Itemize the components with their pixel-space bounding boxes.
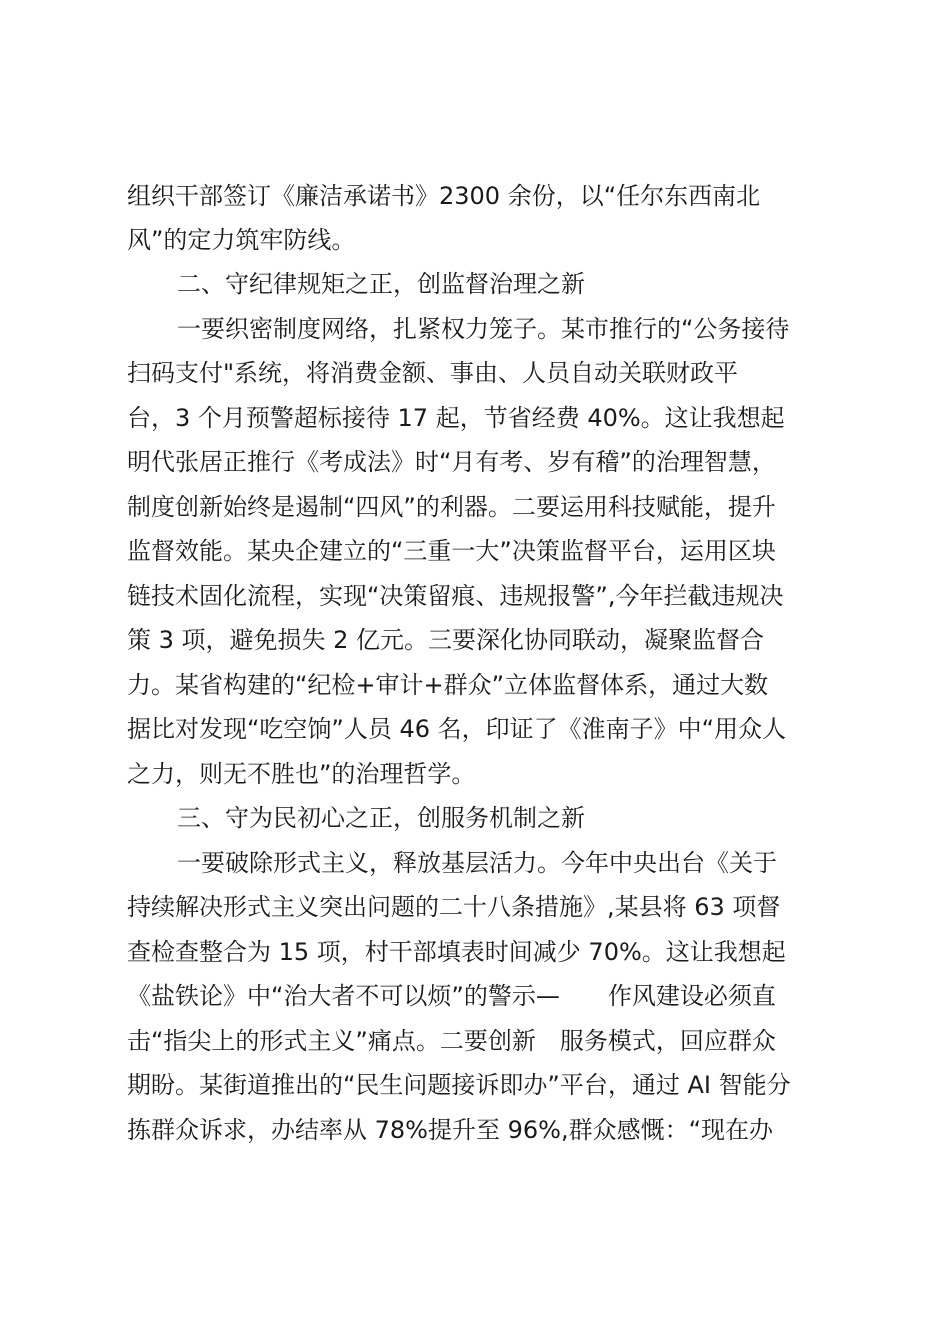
text-line: 之力，则无不胜也”的治理哲学。 — [127, 760, 476, 788]
text-line: 策 3 项，避免损失 2 亿元。三要深化协同联动，凝聚监督合 — [127, 626, 765, 654]
section-heading: 二、守纪律规矩之正，创监督治理之新 — [177, 270, 585, 298]
text-line: 《盐铁论》中“治大者不可以烦”的警示— 作风建设必须直 — [127, 982, 776, 1010]
text-line: 风”的定力筑牢防线。 — [127, 226, 356, 254]
text-line: 查检查整合为 15 项，村干部填表时间减少 70%。这让我想起 — [127, 938, 786, 966]
text-line: 一要破除形式主义，释放基层活力。今年中央出台《关于 — [177, 849, 777, 877]
text-line: 明代张居正推行《考成法》时“月有考、岁有稽”的治理智慧， — [127, 448, 776, 476]
text-line: 链技术固化流程，实现“决策留痕、违规报警”,今年拦截违规决 — [127, 582, 784, 610]
text-line: 制度创新始终是遏制“四风”的利器。二要运用科技赋能，提升 — [127, 493, 776, 521]
text-line: 监督效能。某央企建立的“三重一大”决策监督平台，运用区块 — [127, 537, 776, 565]
text-line: 期盼。某街道推出的“民生问题接诉即办”平台，通过 AI 智能分 — [127, 1071, 791, 1099]
text-line: 组织干部签订《廉洁承诺书》2300 余份，以“任尔东西南北 — [127, 182, 761, 210]
text-line: 扫码支付"系统，将消费金额、事由、人员自动关联财政平 — [127, 359, 739, 387]
text-line: 据比对发现“吃空饷”人员 46 名，印证了《淮南子》中“用众人 — [127, 715, 787, 743]
text-line: 拣群众诉求，办结率从 78%提升至 96%,群众感慨：“现在办 — [127, 1116, 774, 1144]
text-line: 力。某省构建的“纪检+审计+群众”立体监督体系，通过大数 — [127, 671, 769, 699]
text-line: 击“指尖上的形式主义”痛点。二要创新 服务模式，回应群众 — [127, 1027, 776, 1055]
text-line: 一要织密制度网络，扎紧权力笼子。某市推行的“公务接待 — [177, 315, 790, 343]
section-heading: 三、守为民初心之正，创服务机制之新 — [177, 804, 585, 832]
text-line: 持续解决形式主义突出问题的二十八条措施》,某县将 63 项督 — [127, 893, 781, 921]
text-line: 台，3 个月预警超标接待 17 起，节省经费 40%。这让我想起 — [127, 404, 785, 432]
